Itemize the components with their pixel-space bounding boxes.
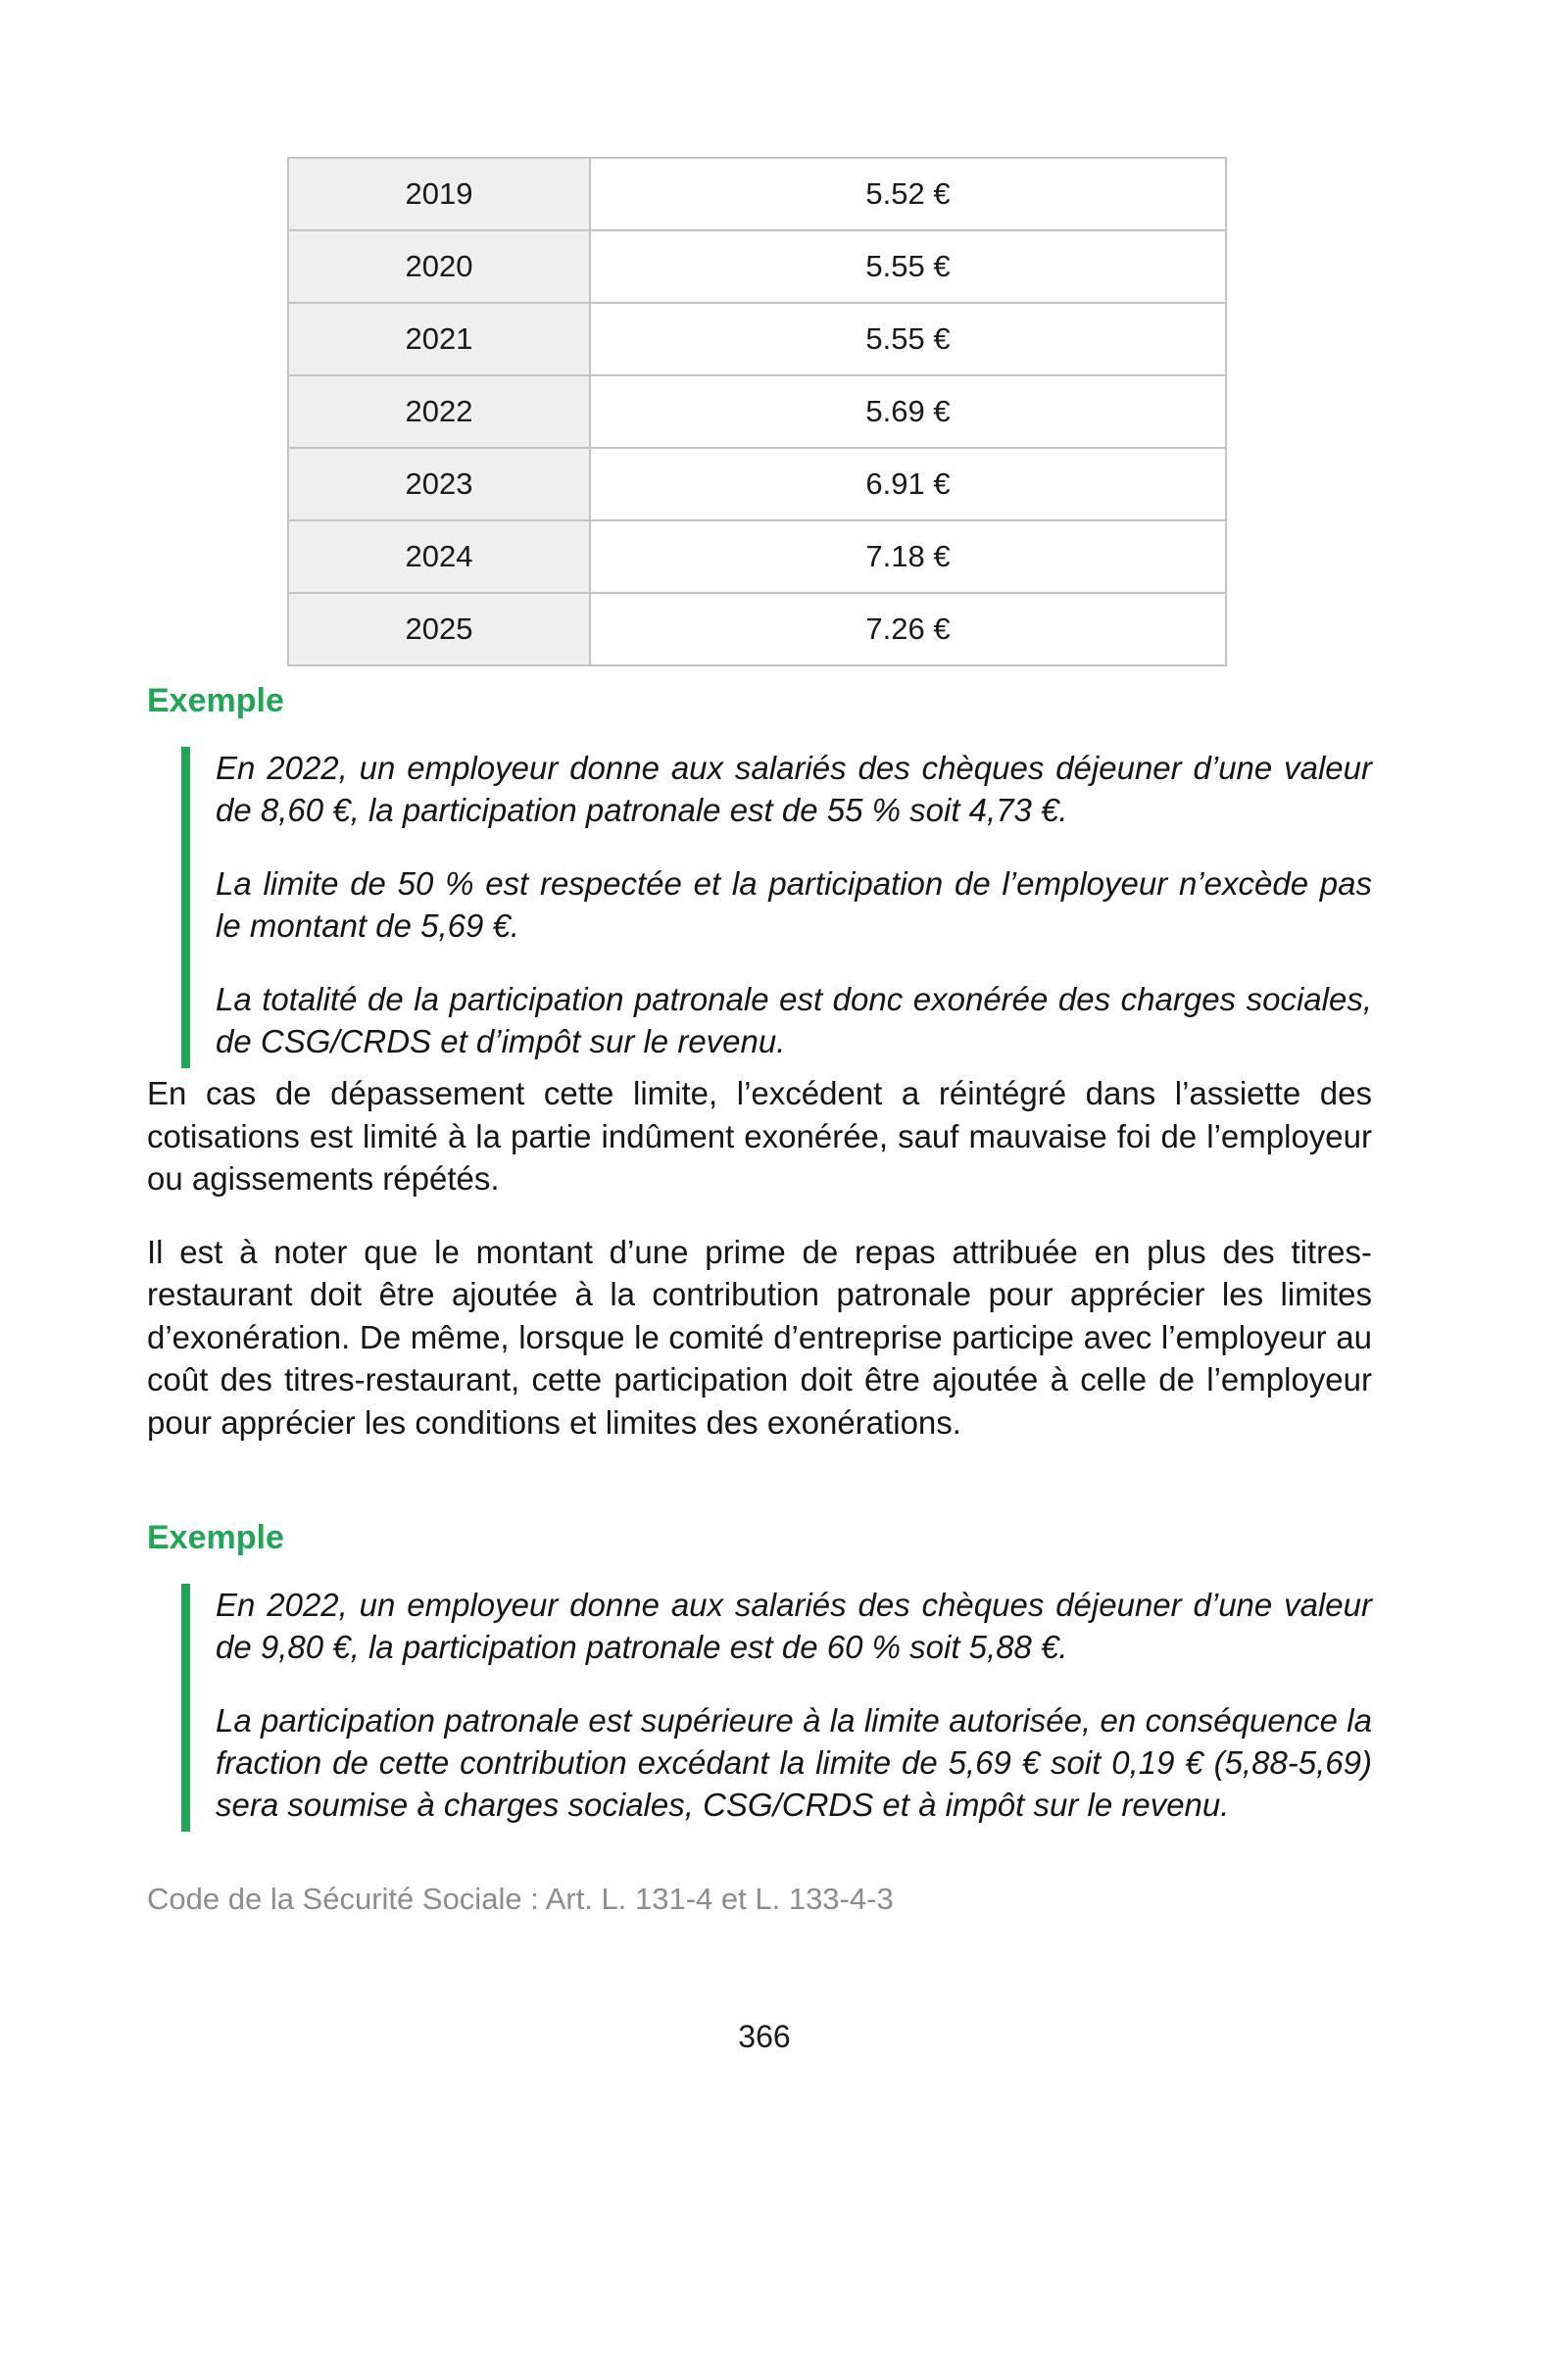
year-cell: 2024 <box>288 520 590 593</box>
year-cell: 2021 <box>288 303 590 375</box>
year-cell: 2020 <box>288 230 590 303</box>
example-paragraph: La participation patronale est supérieure à la limite autorisée, en conséquence la fraction de cette contribution excédant la limite de 5,69 € soit 0,19 € (5,88-5,69) sera soumise à charges sociales, CSG/CRDS et à impôt sur le revenu. <box>216 1702 1372 1823</box>
table-row <box>288 520 1226 593</box>
example-paragraph: La limite de 50 % est respectée et la participation de l’employeur n’excède pas le montant de 5,69 €. <box>216 865 1372 944</box>
body-paragraph: En cas de dépassement cette limite, l’excédent a réintégré dans l’assiette des cotisations est limité à la partie indûment exonérée, sauf mauvaise foi de l’employeur ou agissements répétés. <box>147 1075 1372 1197</box>
year-cell: 2023 <box>288 448 590 520</box>
year-cell: 2025 <box>288 593 590 665</box>
table-row <box>288 593 1226 665</box>
example-1-block <box>181 747 1372 1068</box>
example-paragraph: En 2022, un employeur donne aux salariés des chèques déjeuner d’une valeur de 8,60 €, la participation patronale est de 55 % soit 4,73 €. <box>216 750 1372 828</box>
example-paragraph: La totalité de la participation patronale est donc exonérée des charges sociales, de CSG/CRDS et d’impôt sur le revenu. <box>216 981 1372 1059</box>
yearly-limit-table <box>287 157 1227 666</box>
table-row <box>288 303 1226 375</box>
yearly-limit-table-body <box>288 158 1226 665</box>
body-text <box>147 1072 1372 1444</box>
table-row <box>288 158 1226 230</box>
table-row <box>288 375 1226 448</box>
value-cell: 5.55 € <box>590 230 1226 303</box>
value-cell: 7.26 € <box>590 593 1226 665</box>
example-2-heading: Exemple <box>147 1519 284 1556</box>
value-cell: 7.18 € <box>590 520 1226 593</box>
value-cell: 5.69 € <box>590 375 1226 448</box>
table-row <box>288 230 1226 303</box>
example-2-block <box>181 1584 1372 1832</box>
example-paragraph: En 2022, un employeur donne aux salariés des chèques déjeuner d’une valeur de 9,80 €, la participation patronale est de 60 % soit 5,88 €. <box>216 1587 1372 1665</box>
body-paragraph: Il est à noter que le montant d’une prime de repas attribuée en plus des titres-restaurant doit être ajoutée à la contribution patronale pour apprécier les limites d’exonération. De même, lorsque le comité d’entreprise participe avec l’employeur au coût des titres-restaurant, cette participation doit être ajoutée à celle de l’employeur pour apprécier les conditions et limites des exonérations. <box>147 1233 1372 1441</box>
year-cell: 2019 <box>288 158 590 230</box>
page-number: 366 <box>738 2019 791 2054</box>
example-1-heading: Exemple <box>147 682 284 719</box>
value-cell: 5.55 € <box>590 303 1226 375</box>
legal-reference: Code de la Sécurité Sociale : Art. L. 131-4 et L. 133-4-3 <box>147 1882 894 1916</box>
year-cell: 2022 <box>288 375 590 448</box>
table-row <box>288 448 1226 520</box>
value-cell: 6.91 € <box>590 448 1226 520</box>
value-cell: 5.52 € <box>590 158 1226 230</box>
